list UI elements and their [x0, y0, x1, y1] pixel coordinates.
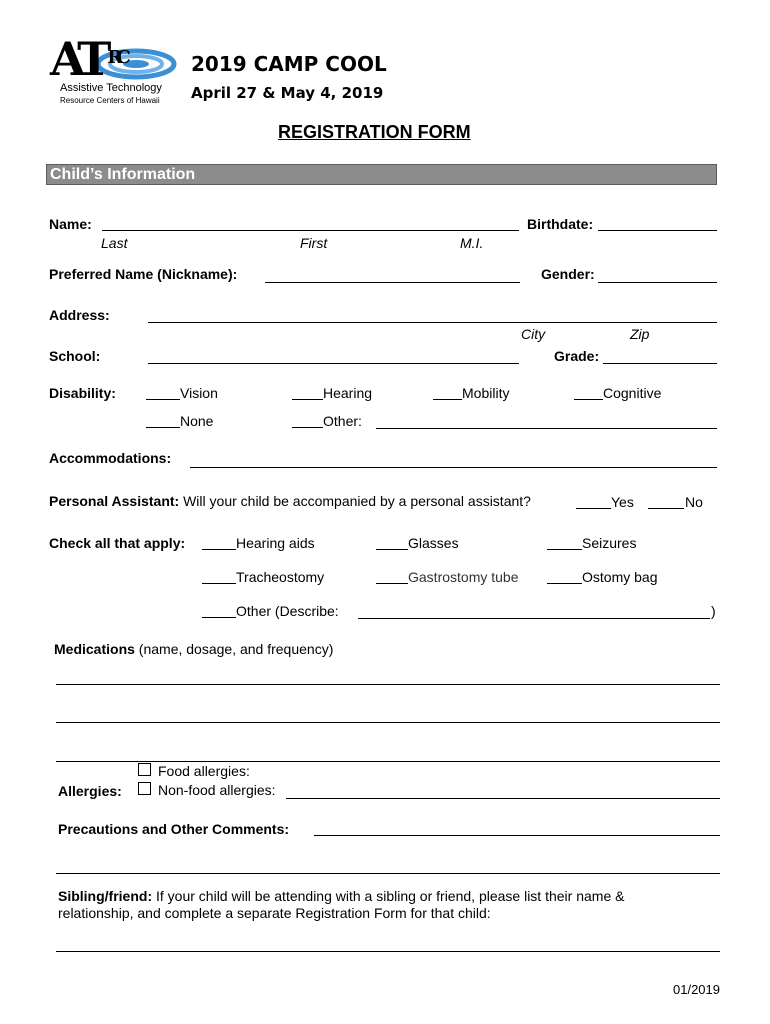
cognitive-blank[interactable]	[574, 399, 603, 400]
birthdate-input[interactable]	[598, 230, 717, 231]
gastrostomy-option: Gastrostomy tube	[408, 569, 519, 585]
gastrostomy-blank[interactable]	[376, 583, 408, 584]
other-option: Other:	[323, 413, 362, 429]
accommodations-label: Accommodations:	[49, 450, 172, 466]
camp-title: 2019 CAMP COOL	[191, 52, 387, 76]
other-describe-input[interactable]	[358, 618, 710, 619]
yes-blank[interactable]	[576, 508, 611, 509]
food-allergies-label: Food allergies:	[158, 763, 250, 779]
city-caption: City	[521, 326, 546, 342]
nonfood-allergies-checkbox[interactable]	[138, 782, 151, 795]
yes-option: Yes	[611, 494, 634, 510]
mobility-option: Mobility	[462, 385, 510, 401]
allergies-input[interactable]	[286, 798, 720, 799]
ostomy-option: Ostomy bag	[582, 569, 658, 585]
sibling-text-part1: If your child will be attending with a sibling or friend, please list their name &	[156, 888, 625, 904]
vision-option: Vision	[180, 385, 218, 401]
section-heading: Child’s Information	[50, 166, 196, 183]
precautions-line-2[interactable]	[56, 873, 720, 874]
mobility-blank[interactable]	[433, 399, 462, 400]
disability-label: Disability:	[49, 385, 116, 401]
medications-row	[54, 641, 333, 657]
hearing-aids-blank[interactable]	[202, 549, 236, 550]
check-all-label: Check all that apply:	[49, 535, 186, 551]
name-input[interactable]	[102, 230, 519, 231]
medications-line-2[interactable]	[56, 722, 720, 723]
no-blank[interactable]	[648, 508, 684, 509]
medications-line-3[interactable]	[56, 761, 720, 762]
seizures-option: Seizures	[582, 535, 637, 551]
sibling-label: Sibling/friend:	[58, 888, 153, 904]
address-label: Address:	[49, 307, 110, 323]
other-describe-label: Other (Describe:	[236, 603, 339, 619]
food-allergies-checkbox[interactable]	[138, 763, 151, 776]
grade-input[interactable]	[603, 363, 717, 364]
other-disability-input[interactable]	[376, 428, 717, 429]
vision-blank[interactable]	[146, 399, 180, 400]
hearing-blank[interactable]	[292, 399, 323, 400]
assistant-label: Personal Assistant:	[49, 493, 180, 509]
logo-line2: Resource Centers of Hawaii	[60, 96, 160, 105]
sibling-text-2: relationship, and complete a separate Registration Form for that child:	[58, 905, 491, 921]
medications-line-1[interactable]	[56, 684, 720, 685]
mi-caption: M.I.	[460, 235, 484, 251]
cognitive-option: Cognitive	[603, 385, 662, 401]
glasses-blank[interactable]	[376, 549, 408, 550]
sibling-input[interactable]	[56, 951, 720, 952]
seizures-blank[interactable]	[547, 549, 582, 550]
precautions-label: Precautions and Other Comments:	[58, 821, 290, 837]
section-heading-bar	[46, 164, 717, 185]
grade-label: Grade:	[554, 348, 600, 364]
none-blank[interactable]	[146, 427, 180, 428]
footer-date: 01/2019	[673, 982, 720, 997]
school-input[interactable]	[148, 363, 519, 364]
nonfood-allergies-label: Non-food allergies:	[158, 782, 276, 798]
precautions-input[interactable]	[314, 835, 720, 836]
nickname-label: Preferred Name (Nickname):	[49, 266, 238, 282]
medications-label: Medications	[54, 641, 135, 657]
nickname-input[interactable]	[265, 282, 520, 283]
birthdate-label: Birthdate:	[527, 216, 594, 232]
tracheostomy-option: Tracheostomy	[236, 569, 325, 585]
allergies-label: Allergies:	[58, 783, 122, 799]
other-blank[interactable]	[292, 427, 323, 428]
assistant-question: Will your child be accompanied by a personal assistant?	[183, 493, 531, 509]
other-condition-blank[interactable]	[202, 617, 236, 618]
personal-assistant-row	[49, 493, 531, 509]
medications-hint: (name, dosage, and frequency)	[138, 641, 334, 657]
sibling-text-1	[58, 888, 624, 904]
last-caption: Last	[101, 235, 128, 251]
first-caption: First	[300, 235, 328, 251]
tracheostomy-blank[interactable]	[202, 583, 236, 584]
logo	[48, 32, 178, 108]
accommodations-input[interactable]	[190, 467, 717, 468]
logo-letters: AT $^{RC}$	[50, 32, 125, 86]
name-label: Name:	[49, 216, 92, 232]
close-paren: )	[711, 603, 716, 619]
address-input[interactable]	[148, 322, 717, 323]
hearing-aids-option: Hearing aids	[236, 535, 315, 551]
gender-input[interactable]	[598, 282, 717, 283]
none-option: None	[180, 413, 214, 429]
logo-line1: Assistive Technology	[60, 82, 162, 94]
ostomy-blank[interactable]	[547, 583, 582, 584]
school-label: School:	[49, 348, 101, 364]
glasses-option: Glasses	[408, 535, 459, 551]
camp-dates: April 27 & May 4, 2019	[191, 84, 384, 102]
hearing-option: Hearing	[323, 385, 373, 401]
no-option: No	[685, 494, 703, 510]
form-title: REGISTRATION FORM	[278, 122, 471, 142]
zip-caption: Zip	[630, 326, 650, 342]
gender-label: Gender:	[541, 266, 595, 282]
